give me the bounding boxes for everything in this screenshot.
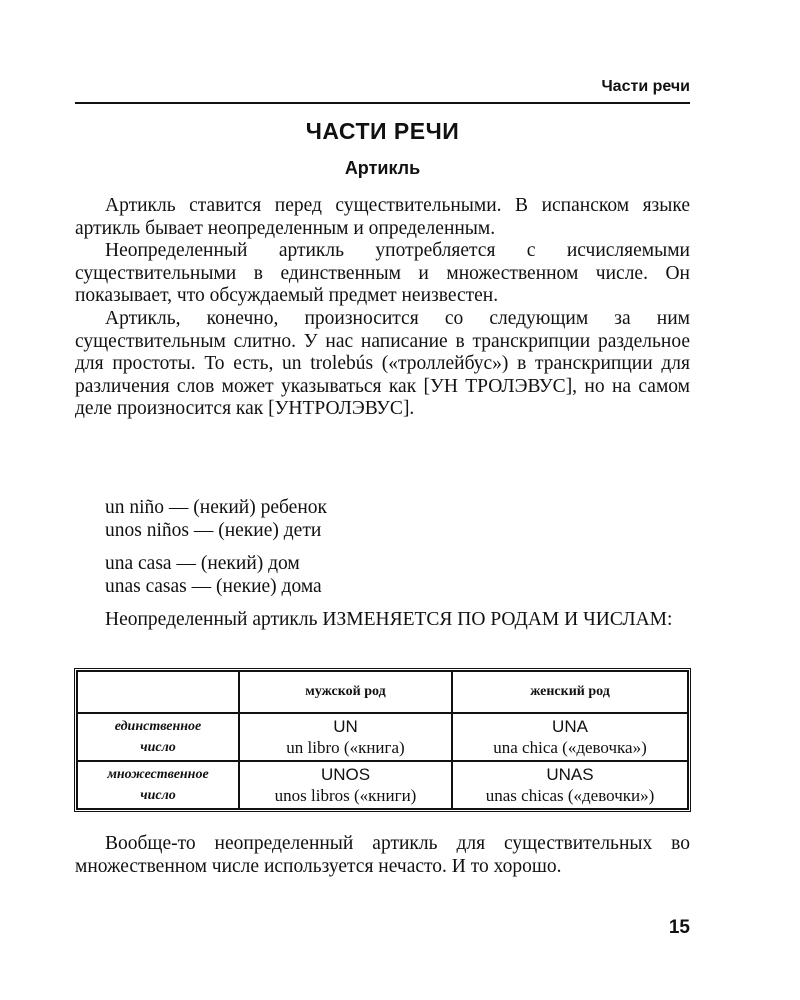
header-masculine: мужской род [239, 671, 452, 713]
cell-fem-plural [452, 761, 688, 809]
example-line: unos niños — (некие) дети [105, 520, 322, 541]
paragraph: Неопределенный артикль ИЗМЕНЯЕТСЯ ПО РОДАМ И ЧИСЛАМ: [105, 609, 673, 630]
section-subtitle: Артикль [344, 158, 421, 178]
paragraph: Вообще-то неопределенный артикль для существительных во множественном числе используется нечасто. И то хорошо. [75, 833, 690, 877]
table-header-row [77, 671, 688, 713]
article-form: UNAS [546, 765, 594, 784]
chapter-title: ЧАСТИ РЕЧИ [305, 118, 460, 144]
header-feminine: женский род [452, 671, 688, 713]
row-label-singular: единственное число [77, 713, 239, 761]
closing-text [75, 833, 690, 878]
article-example: unas chicas («девочки») [485, 786, 655, 805]
paragraph: Неопределенный артикль употребляется с исчисляемыми существительными в единственным и множественном числе. Он показывает, что обсуждаемый предмет неизвестен. [75, 240, 690, 307]
article-form: UNA [552, 717, 588, 736]
examples-group-1 [105, 496, 665, 542]
intro-text [75, 195, 690, 421]
running-head: Части речи [601, 78, 690, 95]
table-row [77, 761, 688, 809]
article-table [74, 668, 691, 812]
example-line: un niño — (некий) ребенок [105, 497, 327, 518]
article-form: UN [333, 717, 358, 736]
examples-group-2 [105, 552, 665, 598]
table-intro [75, 609, 690, 632]
example-line: unas casas — (некие) дома [105, 576, 322, 597]
cell-masc-plural [239, 761, 452, 809]
article-form: UNOS [320, 765, 371, 784]
paragraph: Артикль ставится перед существительными. В испанском языке артикль бывает неопределенным и определенным. [75, 195, 690, 239]
table-row [77, 713, 688, 761]
example-line: una casa — (некий) дом [105, 553, 300, 574]
cell-masc-singular [239, 713, 452, 761]
article-example: unos libros («книги) [274, 786, 417, 805]
paragraph: Артикль, конечно, произносится со следующим за ним существительным слитно. У нас написание в транскрипции раздельное для простоты. То есть, un trolebús («троллейбус») в транскрипции для различения слов может указываться как [УН ТРОЛЭВУС], но на самом деле произносится как [УНТРОЛЭВУС]. [75, 307, 690, 420]
article-example: un libro («книга) [286, 738, 405, 757]
cell-fem-singular [452, 713, 688, 761]
row-label-plural: множественное число [77, 761, 239, 809]
article-example: una chica («девочка») [493, 738, 647, 757]
table-corner-cell [77, 671, 239, 713]
page-number: 15 [668, 917, 690, 938]
header-rule [75, 102, 690, 104]
